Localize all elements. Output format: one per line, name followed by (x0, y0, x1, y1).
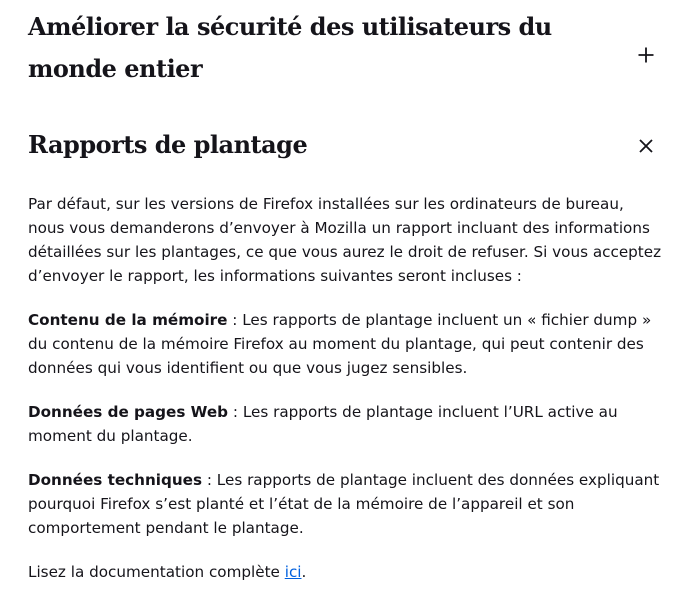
accordion-section-security (28, 6, 668, 90)
documentation-paragraph (28, 560, 664, 584)
documentation-link[interactable]: ici (284, 563, 302, 581)
accordion-header[interactable] (28, 6, 668, 90)
doc-end: . (301, 563, 307, 581)
item-text: : Les rapports de plantage incluent un « fichier dump » du contenu de la mémoire Firefox au moment du plantage, qui peut contenir des données qui vous identifient ou que vous jugez sensibles. (28, 311, 652, 377)
item-term: Données de pages Web (28, 403, 229, 421)
close-icon[interactable] (632, 132, 660, 160)
accordion-body (28, 192, 664, 584)
accordion-header[interactable] (28, 124, 668, 166)
item-term: Données techniques (28, 471, 203, 489)
section-title: Améliorer la sécurité des utilisateurs du monde entier (28, 12, 552, 83)
item-memory (28, 308, 664, 380)
item-web-pages (28, 400, 664, 448)
item-text: : Les rapports de plantage incluent des données expliquant pourquoi Firefox s’est planté et l’état de la mémoire de l’appareil et son comportement pendant le plantage. (28, 471, 660, 537)
item-term: Contenu de la mémoire (28, 311, 228, 329)
intro-paragraph: Par défaut, sur les versions de Firefox installées sur les ordinateurs de bureau, nous vous demanderons d’envoyer à Mozilla un rapport incluant des informations détaillées sur les plantages, ce que vous aurez le droit de refuser. Si vous acceptez d’envoyer le rapport, les informations suivantes seront incluses : (28, 195, 662, 285)
doc-text: Lisez la documentation complète (28, 563, 285, 581)
accordion-section-crash-reports (28, 124, 668, 604)
plus-icon[interactable] (632, 41, 660, 69)
item-text: : Les rapports de plantage incluent l’URL active au moment du plantage. (28, 403, 618, 445)
item-technical (28, 468, 664, 540)
section-title: Rapports de plantage (28, 130, 308, 159)
